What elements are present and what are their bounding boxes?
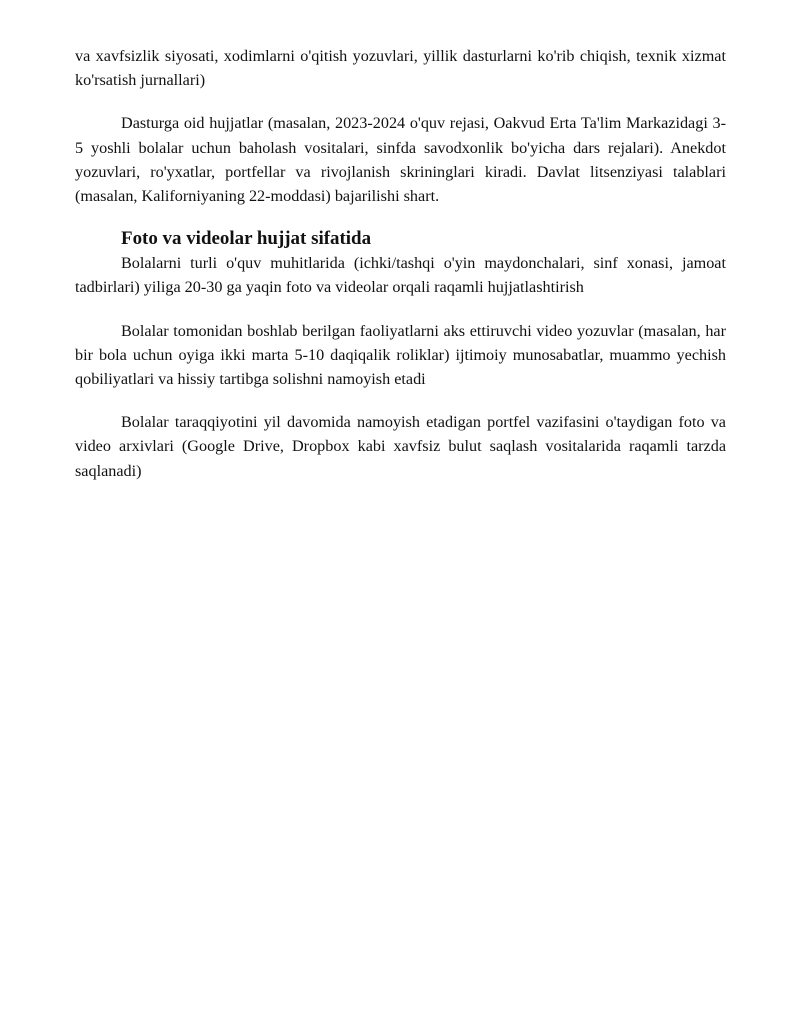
document-body	[75, 44, 726, 483]
section-heading-photo-video: Foto va videolar hujjat sifatida	[121, 228, 372, 250]
paragraph-video-recordings: Bolalar tomonidan boshlab berilgan faoliyatlarni aks ettiruvchi video yozuvlar (masalan, har bir bola uchun oyiga ikki marta 5-10 daqiqalik roliklar) ijtimoiy munosabatlar, muammo yechish qobiliyatlari va hissiy tartibga solishni namoyish etadi	[75, 321, 726, 389]
paragraph-photo-video-archives: Bolalar taraqqiyotini yil davomida namoyish etadigan portfel vazifasini o'taydigan foto va video arxivlari (Google Drive, Dropbox kabi xavfsiz bulut saqlash vositalarida raqamli tarzda saqlanadi)	[75, 413, 726, 480]
paragraph-program-documents: Dasturga oid hujjatlar (masalan, 2023-2024 o'quv rejasi, Oakvud Erta Ta'lim Markazidagi 3-5 yoshli bolalar uchun baholash vositalari, sinfda savodxonlik bo'yicha dars rejalari). Anekdot yozuvlari, ro'yxatlar, portfellar va rivojlanish skrininglari kiradi. Davlat litsenziyasi talablari (masalan, Kaliforniyaning 22-moddasi) bajarilishi shart.	[75, 114, 726, 206]
paragraph-continuation: va xavfsizlik siyosati, xodimlarni o'qitish yozuvlari, yillik dasturlarni ko'rib chiqish, texnik xizmat ko'rsatish jurnallari)	[75, 47, 726, 90]
paragraph-digital-documentation: Bolalarni turli o'quv muhitlarida (ichki/tashqi o'yin maydonchalari, sinf xonasi, jamoat tadbirlari) yiliga 20-30 ga yaqin foto va videolar orqali raqamli hujjatlashtirish	[75, 254, 726, 297]
